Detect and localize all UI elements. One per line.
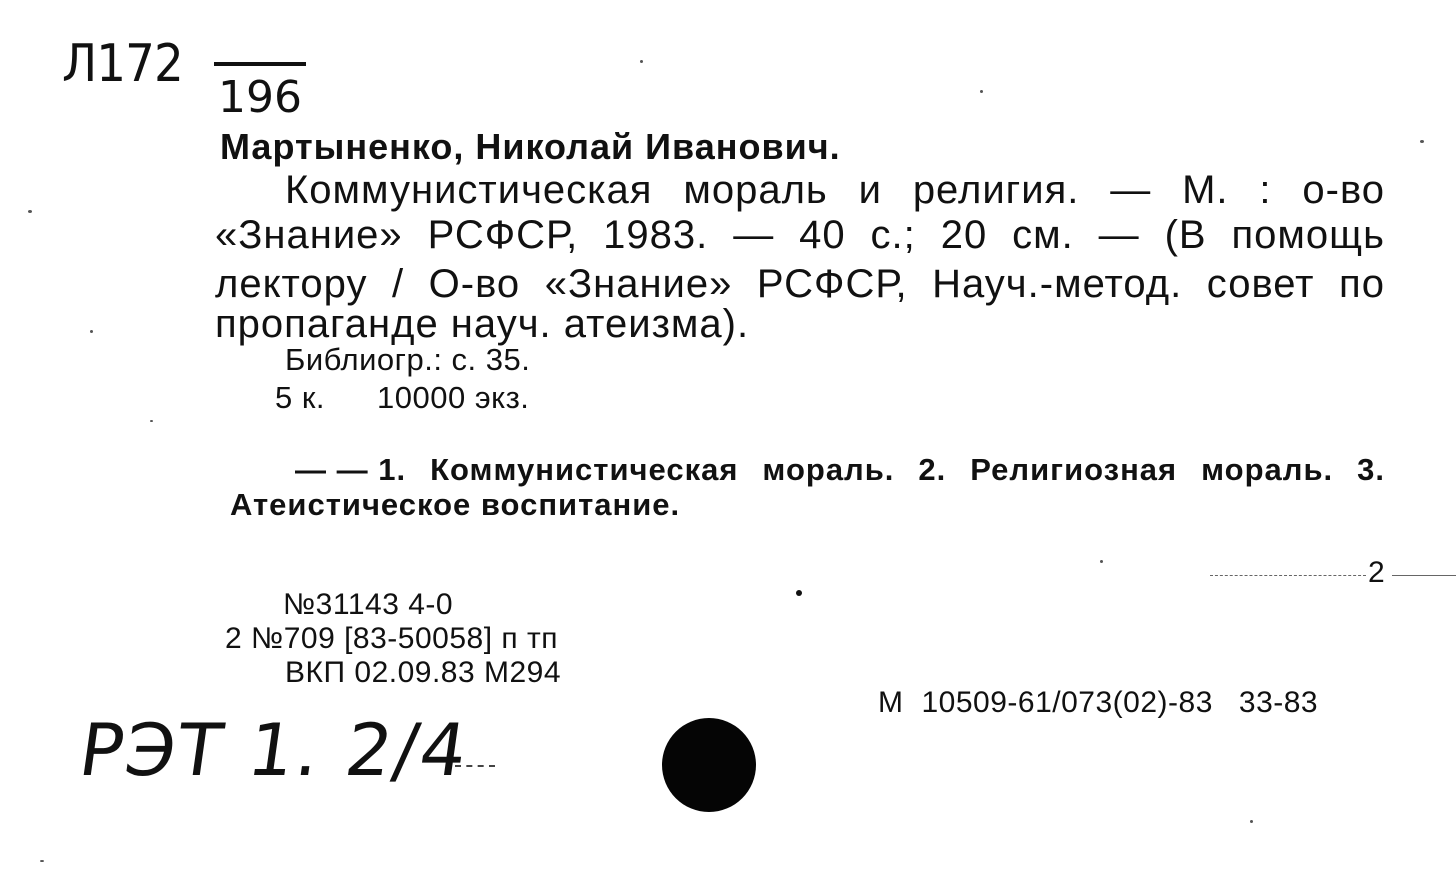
price-line bbox=[275, 380, 529, 416]
subject-word: 3. bbox=[1357, 452, 1385, 487]
title-word: : bbox=[1259, 168, 1272, 212]
bibliography-note: Библиогр.: с. 35. bbox=[285, 342, 531, 377]
noise-speck bbox=[150, 420, 153, 422]
title-word: Науч.-метод. bbox=[932, 262, 1183, 306]
tech-line-2: 2 №709 [83-50058] п тп bbox=[225, 622, 558, 655]
noise-speck bbox=[796, 590, 802, 596]
title-word: М. bbox=[1182, 168, 1229, 212]
title-line-4: пропаганде науч. атеизма). bbox=[215, 302, 750, 346]
noise-speck bbox=[640, 60, 643, 63]
subject-word: 2. bbox=[918, 452, 947, 487]
price: 5 к. bbox=[275, 380, 326, 415]
title-word: совет bbox=[1206, 262, 1315, 306]
card-count-rule-right bbox=[1392, 575, 1456, 576]
title-word: — bbox=[1098, 213, 1140, 257]
subjects-line-2: Атеистическое воспитание. bbox=[230, 487, 681, 522]
title-word: лектору bbox=[215, 262, 368, 306]
title-word: о-во bbox=[1302, 168, 1385, 212]
tech-line-3: ВКП 02.09.83 М294 bbox=[285, 656, 562, 689]
card-count: 2 bbox=[1368, 556, 1385, 589]
noise-speck bbox=[90, 330, 93, 333]
subject-word: мораль. bbox=[762, 452, 895, 487]
title-word: 20 bbox=[940, 213, 988, 257]
call-number-fraction-bar bbox=[214, 62, 306, 66]
punch-hole bbox=[662, 718, 756, 812]
title-word: с.; bbox=[870, 213, 916, 257]
title-word: 40 bbox=[799, 213, 846, 257]
noise-speck bbox=[28, 210, 32, 213]
title-word: религия. bbox=[912, 168, 1080, 212]
title-word: — bbox=[1110, 168, 1152, 212]
title-word: Коммунистическая bbox=[285, 168, 653, 212]
noise-speck bbox=[1100, 560, 1103, 563]
title-word: 1983. bbox=[603, 213, 709, 257]
noise-speck bbox=[1420, 140, 1424, 143]
handwritten-shelf-mark: РЭТ 1. 2/4 bbox=[74, 708, 475, 792]
title-word: «Знание» bbox=[544, 262, 733, 306]
code-suffix: 33-83 bbox=[1238, 686, 1319, 719]
noise-speck bbox=[1250, 820, 1253, 823]
print-run: 10000 экз. bbox=[377, 380, 530, 415]
subject-word: Религиозная bbox=[970, 452, 1178, 487]
title-word: мораль bbox=[683, 168, 828, 212]
subjects-line-1 bbox=[295, 452, 1385, 488]
classification-code bbox=[878, 686, 1318, 720]
title-word: и bbox=[858, 168, 882, 212]
title-line-1 bbox=[285, 168, 1385, 213]
code-number: 10509-61/073(02)-83 bbox=[921, 686, 1213, 719]
title-word: «Знание» bbox=[215, 213, 403, 257]
title-word: по bbox=[1339, 262, 1385, 306]
noise-speck bbox=[980, 90, 983, 93]
subject-word: мораль. bbox=[1201, 452, 1334, 487]
title-word: РСФСР, bbox=[427, 213, 579, 257]
title-word: — bbox=[733, 213, 775, 257]
title-word: / bbox=[392, 262, 405, 306]
title-word: О-во bbox=[428, 262, 521, 306]
subject-word: — — 1. bbox=[295, 452, 407, 487]
title-word: РСФСР, bbox=[756, 262, 908, 306]
noise-speck bbox=[40, 860, 44, 862]
code-letter: М bbox=[878, 686, 904, 719]
title-line-2 bbox=[215, 213, 1385, 258]
call-number-bottom: 196 bbox=[218, 72, 302, 123]
author-heading: Мартыненко, Николай Иванович. bbox=[220, 126, 841, 167]
title-line-3 bbox=[215, 262, 1385, 307]
tech-line-1: №31143 4-0 bbox=[283, 588, 454, 621]
handwritten-dash bbox=[455, 765, 495, 767]
call-number-top: Л172 bbox=[62, 34, 183, 94]
title-word: см. bbox=[1012, 213, 1074, 257]
subject-word: Коммунистическая bbox=[430, 452, 739, 487]
title-word: (В bbox=[1164, 213, 1207, 257]
card-count-rule bbox=[1210, 575, 1366, 576]
title-word: помощь bbox=[1231, 213, 1385, 257]
